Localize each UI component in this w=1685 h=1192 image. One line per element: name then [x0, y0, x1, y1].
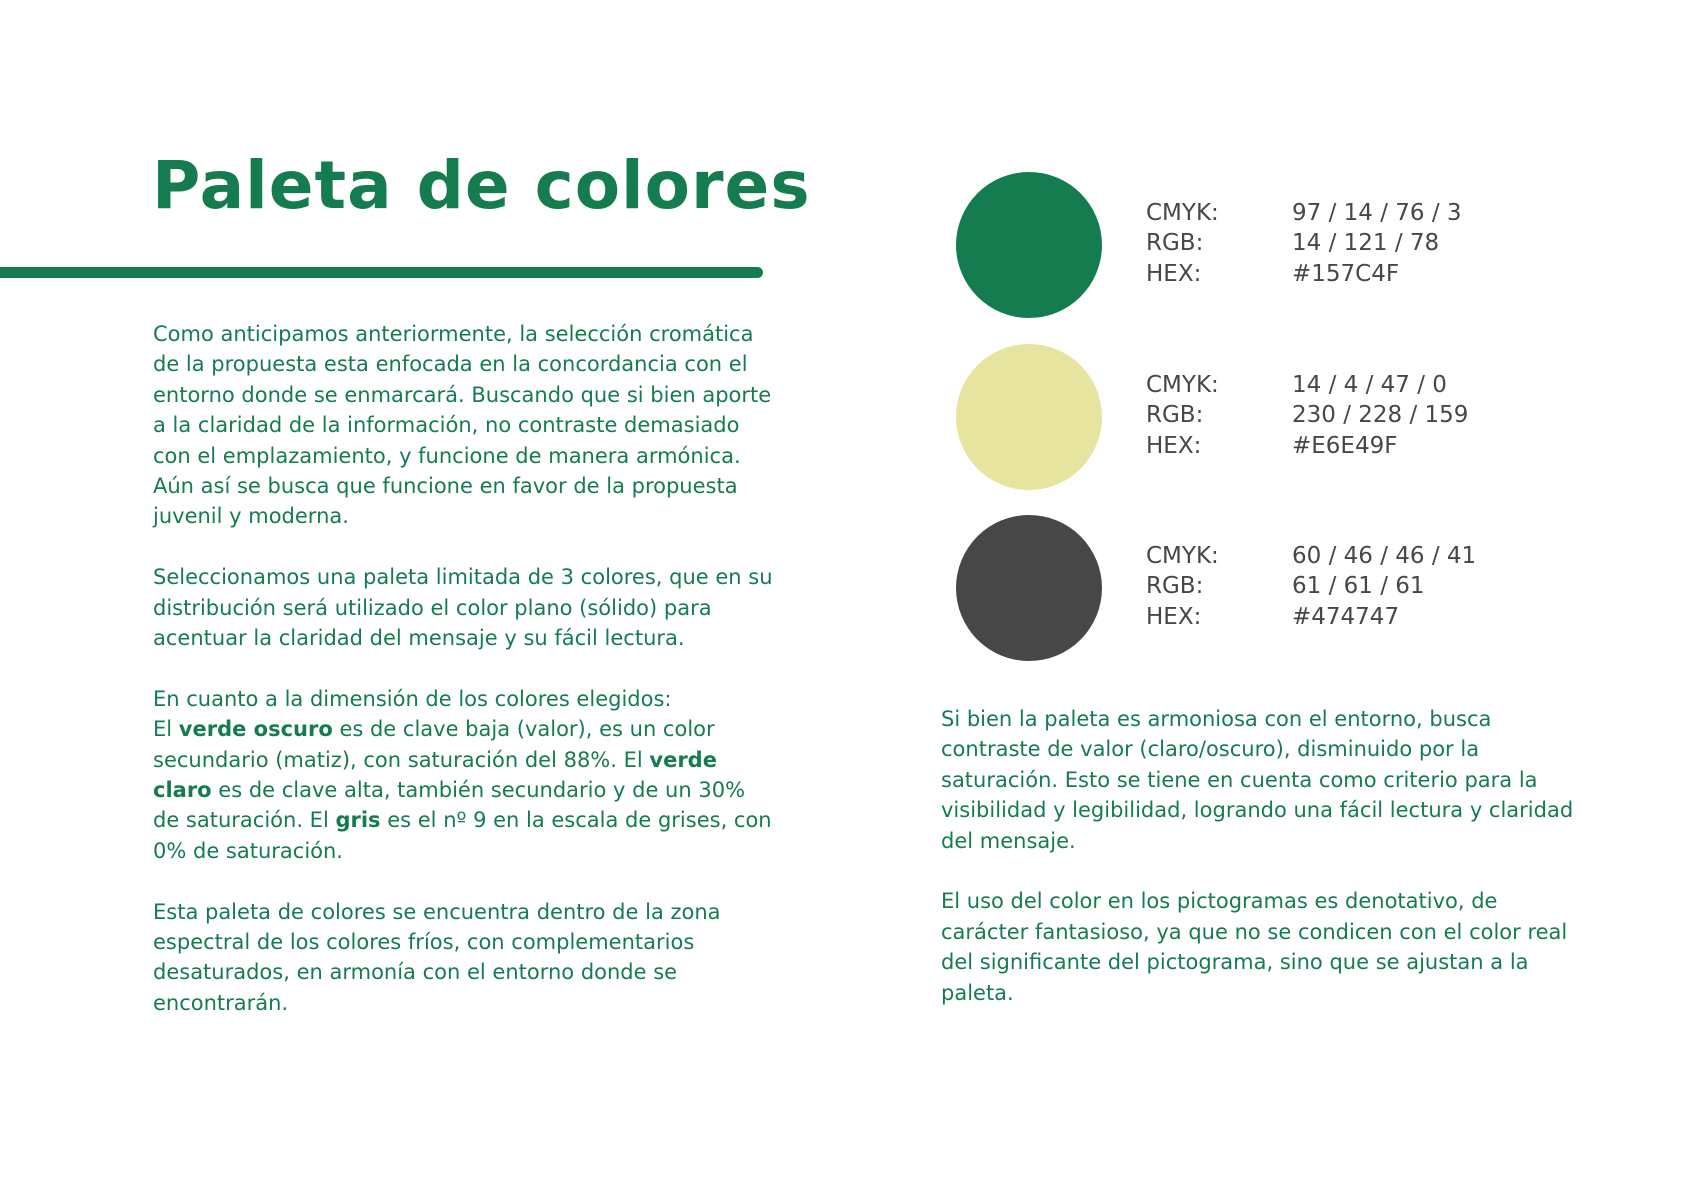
color-specs	[1146, 370, 1468, 461]
rgb-label: RGB:	[1146, 402, 1204, 429]
gray-term: gris	[335, 808, 381, 833]
left-paragraph-4: Esta paleta de colores se encuentra dentro de la zona espectral de los colores fríos, con complementarios desaturados, en armonía con el entorno donde se encontrarán.	[153, 899, 721, 1015]
gray-swatch	[956, 515, 1102, 661]
palette-item-light-green	[956, 344, 1576, 490]
rgb-value: 61 / 61 / 61	[1292, 573, 1425, 600]
right-text-column	[941, 704, 1581, 1008]
hex-value: #157C4F	[1292, 260, 1400, 287]
color-specs	[1146, 541, 1476, 632]
cmyk-value: 97 / 14 / 76 / 3	[1292, 200, 1462, 226]
cmyk-value: 60 / 46 / 46 / 41	[1292, 543, 1477, 569]
hex-value: #474747	[1292, 603, 1400, 630]
hex-label: HEX:	[1146, 432, 1202, 459]
hex-label: HEX:	[1146, 603, 1202, 630]
title-underline	[0, 267, 763, 278]
cmyk-label: CMYK:	[1146, 200, 1219, 226]
right-paragraph-1: Si bien la paleta es armoniosa con el entorno, busca contraste de valor (claro/oscuro), disminuido por la saturación. Esto se tiene en cuenta como criterio para la visibilidad y legibilidad, logrando una fácil lectura y claridad del mensaje.	[941, 707, 1574, 853]
rgb-value: 230 / 228 / 159	[1292, 402, 1469, 429]
rgb-label: RGB:	[1146, 230, 1204, 257]
left-text-column	[153, 319, 773, 1018]
palette-item-gray	[956, 515, 1576, 661]
hex-label: HEX:	[1146, 260, 1202, 287]
left-paragraph-2: Seleccionamos una paleta limitada de 3 colores, que en su distribución será utilizado el color plano (sólido) para acentuar la claridad del mensaje y su fácil lectura.	[153, 565, 773, 651]
light-green-swatch	[956, 344, 1102, 490]
rgb-value: 14 / 121 / 78	[1292, 230, 1440, 257]
dimension-text-2: es de clave baja (valor), es un color secundario (matiz), con saturación del 88%. El	[153, 717, 715, 772]
cmyk-label: CMYK:	[1146, 543, 1219, 569]
dark-green-term: verde oscuro	[178, 717, 333, 742]
light-green-term: verde claro	[153, 747, 717, 803]
rgb-label: RGB:	[1146, 573, 1204, 600]
dimension-text-1: El	[153, 717, 179, 742]
cmyk-value: 14 / 4 / 47 / 0	[1292, 372, 1447, 398]
left-paragraph-1: Como anticipamos anteriormente, la selección cromática de la propuesta esta enfocada en la concordancia con el entorno donde se enmarcará. Buscando que si bien aporte a la claridad de la información, no contraste demasiado con el emplazamiento, y funcione de manera armónica. Aún así se busca que funcione en favor de la propuesta juvenil y moderna.	[153, 322, 772, 529]
dark-green-swatch	[956, 172, 1102, 318]
color-specs	[1146, 198, 1462, 289]
left-paragraph-3	[153, 684, 773, 866]
right-paragraph-2: El uso del color en los pictogramas es denotativo, de carácter fantasioso, ya que no se condicen con el color real del significante del pictograma, sino que se ajustan a la paleta.	[941, 889, 1568, 1005]
dimension-text-4: es el nº 9 en la escala de grises, con 0% de saturación.	[153, 808, 772, 863]
page-title: Paleta de colores	[152, 147, 811, 224]
hex-value: #E6E49F	[1292, 432, 1398, 459]
dimension-intro: En cuanto a la dimensión de los colores elegidos:	[153, 686, 672, 711]
palette-item-dark-green	[956, 172, 1576, 318]
dimension-text-3: es de clave alta, también secundario y de un 30% de saturación. El	[153, 778, 746, 833]
cmyk-label: CMYK:	[1146, 372, 1219, 398]
